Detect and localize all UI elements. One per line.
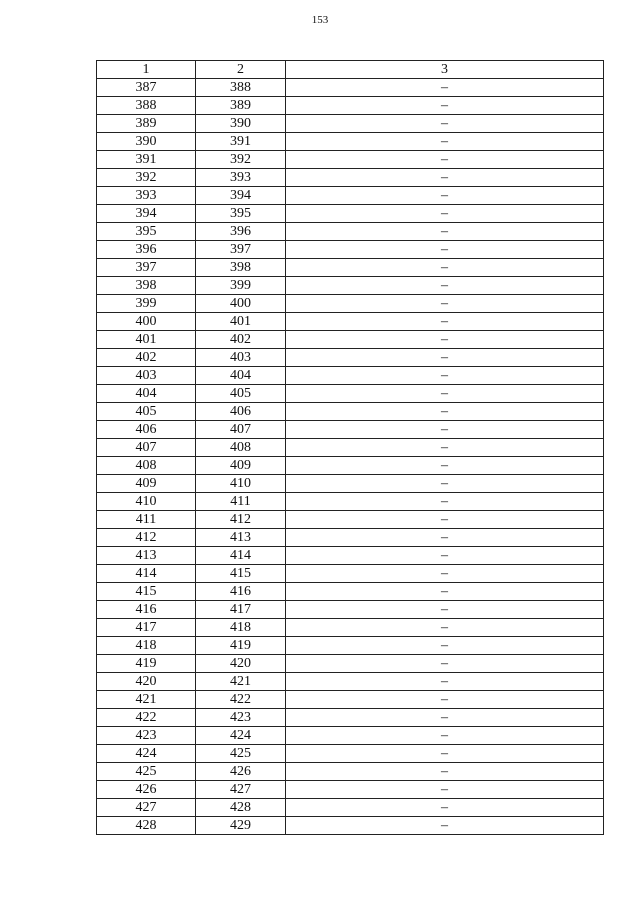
table-header-row <box>97 61 604 79</box>
table-cell-col-3: – <box>286 781 604 799</box>
table-row <box>97 457 604 475</box>
table-cell-col-1: 393 <box>97 187 196 205</box>
table-cell-col-2: 414 <box>196 547 286 565</box>
table-cell-col-1: 422 <box>97 709 196 727</box>
table-cell-col-3: – <box>286 151 604 169</box>
table-cell-col-1: 416 <box>97 601 196 619</box>
column-header-2: 2 <box>196 61 286 79</box>
table-cell-col-1: 402 <box>97 349 196 367</box>
table-row <box>97 547 604 565</box>
table-cell-col-1: 406 <box>97 421 196 439</box>
table-cell-col-3: – <box>286 205 604 223</box>
table-cell-col-2: 427 <box>196 781 286 799</box>
table-cell-col-2: 392 <box>196 151 286 169</box>
table-cell-col-2: 412 <box>196 511 286 529</box>
table-cell-col-2: 402 <box>196 331 286 349</box>
table-row <box>97 691 604 709</box>
table-row <box>97 511 604 529</box>
table-cell-col-2: 428 <box>196 799 286 817</box>
table-row <box>97 151 604 169</box>
table-cell-col-1: 391 <box>97 151 196 169</box>
table-cell-col-2: 390 <box>196 115 286 133</box>
table-cell-col-1: 427 <box>97 799 196 817</box>
table-cell-col-1: 396 <box>97 241 196 259</box>
table-cell-col-3: – <box>286 799 604 817</box>
table-cell-col-2: 411 <box>196 493 286 511</box>
table-row <box>97 727 604 745</box>
table-row <box>97 187 604 205</box>
table-cell-col-3: – <box>286 241 604 259</box>
table-cell-col-3: – <box>286 565 604 583</box>
table-row <box>97 799 604 817</box>
table-cell-col-1: 399 <box>97 295 196 313</box>
table-row <box>97 745 604 763</box>
table-cell-col-3: – <box>286 169 604 187</box>
table-row <box>97 223 604 241</box>
table-cell-col-2: 422 <box>196 691 286 709</box>
table-cell-col-3: – <box>286 133 604 151</box>
table-cell-col-3: – <box>286 727 604 745</box>
table-cell-col-1: 408 <box>97 457 196 475</box>
table-cell-col-1: 421 <box>97 691 196 709</box>
table-cell-col-1: 412 <box>97 529 196 547</box>
table-cell-col-1: 419 <box>97 655 196 673</box>
data-table <box>96 60 604 835</box>
table-cell-col-2: 406 <box>196 403 286 421</box>
table-row <box>97 79 604 97</box>
table-cell-col-3: – <box>286 457 604 475</box>
table-row <box>97 601 604 619</box>
table-cell-col-3: – <box>286 79 604 97</box>
table-cell-col-1: 398 <box>97 277 196 295</box>
table-cell-col-2: 395 <box>196 205 286 223</box>
table-row <box>97 385 604 403</box>
table-cell-col-3: – <box>286 655 604 673</box>
table-cell-col-2: 425 <box>196 745 286 763</box>
table-cell-col-1: 420 <box>97 673 196 691</box>
table-cell-col-1: 410 <box>97 493 196 511</box>
table-cell-col-1: 418 <box>97 637 196 655</box>
table-cell-col-3: – <box>286 583 604 601</box>
table-row <box>97 655 604 673</box>
table-row <box>97 475 604 493</box>
table-cell-col-1: 417 <box>97 619 196 637</box>
table-row <box>97 331 604 349</box>
table-cell-col-2: 400 <box>196 295 286 313</box>
column-header-3: 3 <box>286 61 604 79</box>
table-row <box>97 259 604 277</box>
table-cell-col-1: 404 <box>97 385 196 403</box>
table-cell-col-1: 425 <box>97 763 196 781</box>
table-cell-col-3: – <box>286 619 604 637</box>
table-cell-col-3: – <box>286 331 604 349</box>
table-cell-col-2: 416 <box>196 583 286 601</box>
table-cell-col-2: 401 <box>196 313 286 331</box>
table-cell-col-1: 428 <box>97 817 196 835</box>
table-cell-col-3: – <box>286 547 604 565</box>
table-row <box>97 637 604 655</box>
table-cell-col-2: 426 <box>196 763 286 781</box>
table-cell-col-1: 395 <box>97 223 196 241</box>
table-cell-col-2: 413 <box>196 529 286 547</box>
table-cell-col-1: 387 <box>97 79 196 97</box>
table-row <box>97 817 604 835</box>
table-cell-col-3: – <box>286 439 604 457</box>
table-cell-col-2: 396 <box>196 223 286 241</box>
table-row <box>97 421 604 439</box>
table-cell-col-1: 415 <box>97 583 196 601</box>
table-cell-col-2: 404 <box>196 367 286 385</box>
table-row <box>97 367 604 385</box>
table-cell-col-1: 390 <box>97 133 196 151</box>
table-cell-col-3: – <box>286 259 604 277</box>
table-cell-col-2: 429 <box>196 817 286 835</box>
table-row <box>97 277 604 295</box>
table-row <box>97 241 604 259</box>
table-cell-col-3: – <box>286 349 604 367</box>
table-cell-col-1: 397 <box>97 259 196 277</box>
table-cell-col-3: – <box>286 223 604 241</box>
table-cell-col-2: 397 <box>196 241 286 259</box>
table-cell-col-2: 419 <box>196 637 286 655</box>
table-cell-col-3: – <box>286 421 604 439</box>
table-cell-col-1: 388 <box>97 97 196 115</box>
table-cell-col-1: 394 <box>97 205 196 223</box>
table-row <box>97 709 604 727</box>
table-cell-col-3: – <box>286 313 604 331</box>
table-cell-col-2: 388 <box>196 79 286 97</box>
table-cell-col-1: 413 <box>97 547 196 565</box>
table-cell-col-3: – <box>286 763 604 781</box>
table-cell-col-3: – <box>286 691 604 709</box>
table-cell-col-3: – <box>286 745 604 763</box>
table-cell-col-1: 409 <box>97 475 196 493</box>
table-cell-col-2: 417 <box>196 601 286 619</box>
table-row <box>97 349 604 367</box>
table-cell-col-1: 405 <box>97 403 196 421</box>
table-body <box>97 79 604 835</box>
table-cell-col-2: 398 <box>196 259 286 277</box>
table-cell-col-2: 399 <box>196 277 286 295</box>
table-cell-col-2: 393 <box>196 169 286 187</box>
table-cell-col-3: – <box>286 385 604 403</box>
table-cell-col-2: 394 <box>196 187 286 205</box>
table-cell-col-2: 391 <box>196 133 286 151</box>
table-cell-col-3: – <box>286 601 604 619</box>
table-cell-col-1: 426 <box>97 781 196 799</box>
table-row <box>97 781 604 799</box>
table-cell-col-3: – <box>286 673 604 691</box>
table-cell-col-1: 423 <box>97 727 196 745</box>
table-row <box>97 97 604 115</box>
table-cell-col-2: 424 <box>196 727 286 745</box>
table-cell-col-3: – <box>286 97 604 115</box>
table-cell-col-3: – <box>286 817 604 835</box>
table-row <box>97 619 604 637</box>
table-row <box>97 403 604 421</box>
table-cell-col-3: – <box>286 709 604 727</box>
table-cell-col-2: 409 <box>196 457 286 475</box>
table-cell-col-2: 408 <box>196 439 286 457</box>
table-row <box>97 763 604 781</box>
table-cell-col-1: 414 <box>97 565 196 583</box>
table-cell-col-2: 415 <box>196 565 286 583</box>
table-row <box>97 673 604 691</box>
table-cell-col-3: – <box>286 475 604 493</box>
table-cell-col-2: 410 <box>196 475 286 493</box>
table-row <box>97 493 604 511</box>
table-cell-col-1: 407 <box>97 439 196 457</box>
table-row <box>97 439 604 457</box>
page-number: 153 <box>311 14 329 26</box>
table-cell-col-2: 421 <box>196 673 286 691</box>
table-cell-col-3: – <box>286 511 604 529</box>
table-cell-col-1: 400 <box>97 313 196 331</box>
table-cell-col-2: 403 <box>196 349 286 367</box>
table-cell-col-3: – <box>286 187 604 205</box>
table-cell-col-3: – <box>286 493 604 511</box>
table-row <box>97 169 604 187</box>
table-row <box>97 583 604 601</box>
table-cell-col-3: – <box>286 277 604 295</box>
table-row <box>97 313 604 331</box>
table-cell-col-1: 392 <box>97 169 196 187</box>
table-row <box>97 529 604 547</box>
column-header-1: 1 <box>97 61 196 79</box>
table-cell-col-1: 389 <box>97 115 196 133</box>
table-cell-col-3: – <box>286 115 604 133</box>
table-cell-col-1: 424 <box>97 745 196 763</box>
table-cell-col-2: 420 <box>196 655 286 673</box>
table-cell-col-3: – <box>286 403 604 421</box>
table-cell-col-2: 389 <box>196 97 286 115</box>
table-row <box>97 205 604 223</box>
table-row <box>97 295 604 313</box>
table-cell-col-1: 401 <box>97 331 196 349</box>
table-row <box>97 115 604 133</box>
table-cell-col-2: 407 <box>196 421 286 439</box>
table-cell-col-3: – <box>286 529 604 547</box>
table-cell-col-1: 403 <box>97 367 196 385</box>
table-cell-col-3: – <box>286 295 604 313</box>
table-cell-col-2: 418 <box>196 619 286 637</box>
table-cell-col-2: 423 <box>196 709 286 727</box>
table-row <box>97 133 604 151</box>
table-cell-col-3: – <box>286 367 604 385</box>
table-cell-col-1: 411 <box>97 511 196 529</box>
table-cell-col-2: 405 <box>196 385 286 403</box>
table-row <box>97 565 604 583</box>
table-cell-col-3: – <box>286 637 604 655</box>
